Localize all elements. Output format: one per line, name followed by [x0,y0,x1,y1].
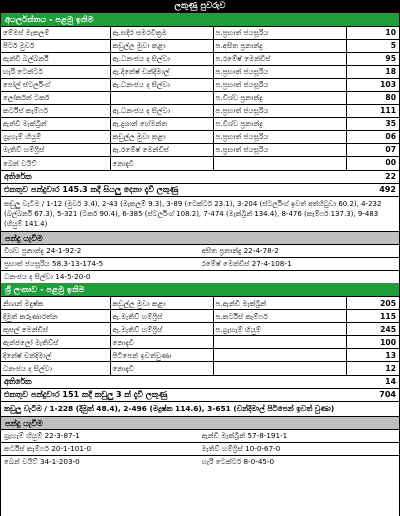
bowler [213,349,346,362]
batter-name: හැරි ටෙක්ටර් [1,66,110,79]
bowler-figures: රමේෂ් මෙන්ඩිස් 27-4-108-1 [201,259,292,269]
batting-row [1,118,399,131]
dismissal: කඩුල්ල මුවා කළා [110,297,213,310]
bowler: ප.ප්‍රභාත් ජයසූරිය [213,105,346,118]
bowler-figures: ප්‍රභාත් ජයසූරිය 58.3-13-174-5 [4,259,104,269]
srilanka-innings-heading: ශ්‍රී ලංකාව - පළමු ඉනිම [1,283,399,296]
ireland-fall-of-wickets: කඩුලු වැටීම / 1-12 (මුවර් 3.4), 2-43 (මැකලම් 9.3), 3-89 (ටෙක්ටර් 23.1), 3-204 (ස්ටර්ලිංග් ඉවත් අත්හිටුවා 60.2), 4-232 (බල්බර්නි 67.3), 5-321 (ටකර් 90.4), 6-385 (ස්ටර්ලිංග් 108.2), 7-474 (මැක්බ්‍රින් 134.4), 8-476 (කැම්ෆර් 137.3), 9-483 (හියුම් 141.4) [1,196,399,232]
bowler: ප.ග්‍රැහැම් හියුම් [213,323,346,336]
dismissal: ඇ.දිනේෂ් චන්දිමාල් [110,66,213,79]
batter-name: පීටර් මුවර් [1,40,110,53]
runs: 18 [346,66,399,79]
batter-name: දිමුත් කරුණාරත්න [1,310,110,323]
dismissal: ඇ.ධනංජය ද සිල්වා [110,105,213,118]
batting-row [1,157,399,170]
batting-row [1,144,399,157]
srilanka-fall-of-wickets: කඩුලු වැටීම / 1-228 (දිමුත් 48.4), 2-496 (මදුෂ්ක 114.6), 3-651 (චන්දිමාල් පිටිපෙන් ඉවත් වුණා) [1,401,399,416]
bowling-row [1,455,399,468]
batter-name: බෙන් වයිට් [1,157,110,170]
batting-row [1,323,399,336]
batting-row [1,79,399,92]
srilanka-bowling-list [1,429,399,468]
dismissal: නොදැවී [110,336,213,349]
runs: 95 [346,53,399,66]
runs: 100 [346,336,399,349]
dismissal: නොදැවී [110,157,213,170]
bowler: ප.අසිත ප්‍රනාන්දු [213,40,346,53]
runs: 13 [346,349,399,362]
batter-name: මේමස් මැකලම් [1,27,110,40]
batter-name: ඇන්ජලෝ මැතිව්ස් [1,336,110,349]
dismissal: ඇ.මැතිව් හම්ෆ්‍රීස් [110,310,213,323]
batter-name: ලෝර්කන් ටකර් [1,92,110,105]
batting-row [1,53,399,66]
runs: 103 [346,79,399,92]
batting-row [1,362,399,375]
batting-row [1,297,399,310]
srilanka-extras-value: 14 [385,376,396,386]
bowler-figures: විශ්ව ප්‍රනාන්දු 24-1-92-2 [4,246,82,256]
ireland-bowling-heading: පන්දු යැවීම [1,231,399,244]
bowling-row [1,429,399,442]
runs: 115 [346,310,399,323]
bowler-figures: ධනංජය ද සිල්වා 14-5-20-0 [4,272,91,282]
srilanka-extras-row [1,375,399,388]
bowler-figures: කර්ටිස් කැම්ෆර් 20-1-101-0 [4,444,92,454]
bowler: ප.ප්‍රභාත් ජයසූරිය [213,27,346,40]
batter-name: ග්‍රැහැම් හියුම් [1,131,110,144]
batting-row [1,66,399,79]
batter-name: කර්ටිස් කැම්ෆර් [1,105,110,118]
bowler-figures: ඇන්ඩි මැක්බ්‍රින් 57-8-191-1 [201,431,288,441]
runs: 10 [346,27,399,40]
bowling-row [1,442,399,455]
bowler [213,336,346,349]
batter-name: දිනේෂ් චන්දිමාල් [1,349,110,362]
runs: 80 [346,92,399,105]
srilanka-extras-label: අතිරේක [4,376,32,386]
batting-row [1,27,399,40]
ireland-innings-heading: අයර්ලන්තය - පළමු ඉනිම [1,13,399,26]
ireland-extras-label: අතිරේක [4,171,32,181]
bowler: ප.විශ්ව ප්‍රනාන්දු [213,92,346,105]
batter-name: පෝල් ස්ටර්ලිංග් [1,79,110,92]
batting-row [1,92,399,105]
srilanka-bowling-heading: පන්දු යැවීම [1,416,399,429]
ireland-total-row [1,183,399,196]
bowling-row [1,257,399,270]
batter-name: ඇන්ඩි මැක්බ්‍රින් [1,118,110,131]
ireland-total-value: 492 [379,184,396,194]
batter-name: කුසල් මෙන්ඩිස් [1,323,110,336]
bowler-figures: හැරි ටෙක්ටර් 8-0-45-0 [201,457,275,467]
bowler [213,157,346,170]
dismissal: නොදැවී [110,362,213,375]
runs: 12 [346,362,399,375]
bowler: ප.ප්‍රභාත් ජයසූරිය [213,131,346,144]
batter-name: ධනංජය ද සිල්වා [1,362,110,375]
bowler-figures: බෙන් වයිට් 34-1-203-0 [4,457,80,467]
dismissal: පිටිපෙන් ඉවත්වුණා [110,349,213,362]
dismissal: ඇ.සදීර සමරවික්‍රම [110,27,213,40]
srilanka-total-value: 704 [379,389,396,399]
bowler: ප.ඇන්ඩි මැක්බ්‍රින් [213,297,346,310]
srilanka-batting-table [1,296,399,375]
batting-row [1,349,399,362]
bowler [213,362,346,375]
batting-row [1,105,399,118]
batter-name: ඇන්ඩි බල්බර්නි [1,53,110,66]
runs: 06 [346,131,399,144]
srilanka-total-row [1,388,399,401]
bowler-figures: අසිත ප්‍රනාන්දු 22-4-78-2 [201,246,279,256]
bowling-row [1,270,399,283]
runs: 35 [346,118,399,131]
runs: 07 [346,144,399,157]
srilanka-total-label: එකතුව පන්දුවාර 151 කදී කඩුලු 3 ක් දැවී ලකුණු [4,389,168,399]
bowler: ප.විශ්ව ප්‍රනාන්දු [213,118,346,131]
batting-row [1,40,399,53]
bowler-figures: මැතිව් හම්ෆ්‍රීස් 10-0-67-0 [201,444,281,454]
dismissal: කඩුල්ල මුවා කළා [110,131,213,144]
ireland-bowling-list [1,244,399,283]
batting-row [1,310,399,323]
ireland-extras-value: 22 [385,171,396,181]
dismissal: ඇ.රමේෂ් මෙන්ඩිස් [110,144,213,157]
bowler: ප.ප්‍රභාත් ජයසූරිය [213,66,346,79]
dismissal: ඇ.දුශාන් හේමන්ත [110,118,213,131]
ireland-batting-table [1,26,399,170]
dismissal: ඇ.මැතිව් හම්ෆ්‍රීස් [110,323,213,336]
bowler-figures: ග්‍රැහැම් හියුම් 22-3-87-1 [4,431,80,441]
batter-name: මැතිව් හම්ෆ්‍රීස් [1,144,110,157]
dismissal: ඇ.ධනංජය ද සිල්වා [110,79,213,92]
ireland-extras-row [1,170,399,183]
dismissal: ඇ.ධනංජය ද සිල්වා [110,53,213,66]
bowler: ප.ප්‍රභාත් ජයසූරිය [213,79,346,92]
dismissal: කඩුල්ල මුවා කළා [110,40,213,53]
runs: 205 [346,297,399,310]
runs: 111 [346,105,399,118]
ireland-total-label: එකතුව පන්දුවාර 145.3 කදී සියලු දෙනා දැවී ලකුණු [4,184,179,194]
bowling-row [1,244,399,257]
runs: 00 [346,157,399,170]
scorecard-title: ලකුණු පුවරුව [1,0,399,13]
batting-row [1,336,399,349]
bowler: ප.කර්ටිස් කැම්ෆර් [213,310,346,323]
batter-name: නිශාන් මදුෂ්ක [1,297,110,310]
bowler: ප.ප්‍රභාත් ජයසූරිය [213,144,346,157]
batting-row [1,131,399,144]
dismissal [110,92,213,105]
runs: 5 [346,40,399,53]
bowler: ප.රමේෂ් මෙන්ඩිස් [213,53,346,66]
runs: 245 [346,323,399,336]
bowler-figures [202,271,400,283]
